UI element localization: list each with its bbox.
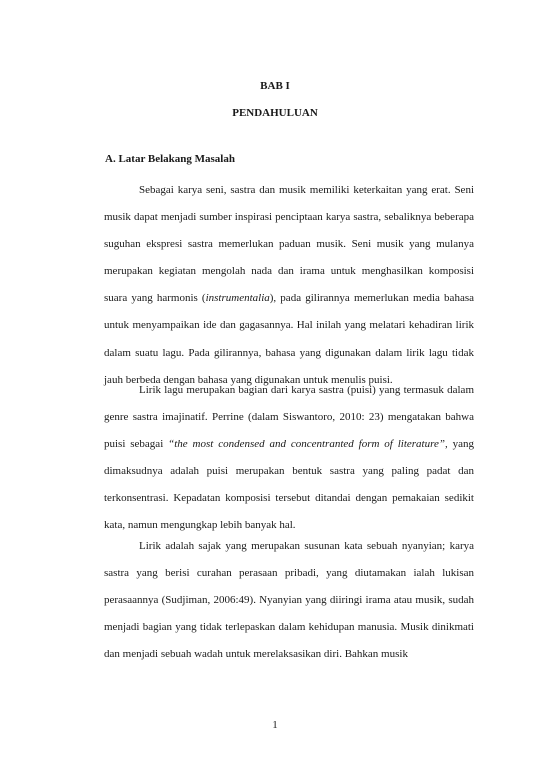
section-heading: A. Latar Belakang Masalah	[105, 153, 235, 165]
paragraph-2-italic: “the most condensed and concentranted form of literature”,	[168, 438, 448, 451]
paragraph-1-text-a: Sebagai karya seni, sastra dan musik memiliki keterkaitan yang erat. Seni musik dapat menjadi sumber inspirasi penciptaan karya sastra, sebaliknya beberapa suguhan ekspresi sastra memerlukan paduan musik. Seni musik yang mulanya merupakan kegiatan mengolah nada dan irama untuk menghasilkan komposisi suara yang harmonis (	[104, 184, 474, 305]
chapter-title: PENDAHULUAN	[232, 107, 318, 119]
paragraph-1	[104, 177, 474, 394]
paragraph-2	[104, 377, 474, 540]
paragraph-1-italic: instrumentalia	[205, 292, 270, 305]
page-number: 1	[272, 719, 278, 731]
paragraph-2-text-b: yang dimaksudnya adalah puisi merupakan bentuk sastra yang paling padat dan terkonsentrasi. Kepadatan komposisi tersebut ditandai dengan pemakaian sedikit kata, namun mengungkap lebih banyak hal.	[104, 438, 474, 532]
paragraph-3: Lirik adalah sajak yang merupakan susunan kata sebuah nyanyian; karya sastra yang berisi curahan perasaan pribadi, yang diutamakan ialah lukisan perasaannya (Sudjiman, 2006:49). Nyanyian yang diiringi irama atau musik, sudah menjadi bagian yang tidak terlepaskan dalam kehidupan manusia. Musik dinikmati dan menjadi sebuah wadah untuk merelaksasikan diri. Bahkan musik	[104, 540, 474, 661]
paragraph-1-text-b: ), pada gilirannya memerlukan media bahasa untuk menyampaikan ide dan gagasannya. Hal inilah yang melatari kehadiran lirik dalam suatu lagu. Pada gilirannya, bahasa yang digunakan dalam lirik lagu tidak jauh berbeda dengan bahasa yang digunakan untuk menulis puisi.	[104, 292, 474, 386]
paragraph-2-text-a: Lirik lagu merupakan bagian dari karya sastra (puisi) yang termasuk dalam genre sastra imajinatif. Perrine (dalam Siswantoro, 2010: 23) mengatakan bahwa puisi sebagai	[104, 384, 474, 451]
chapter-number: BAB I	[260, 80, 290, 92]
